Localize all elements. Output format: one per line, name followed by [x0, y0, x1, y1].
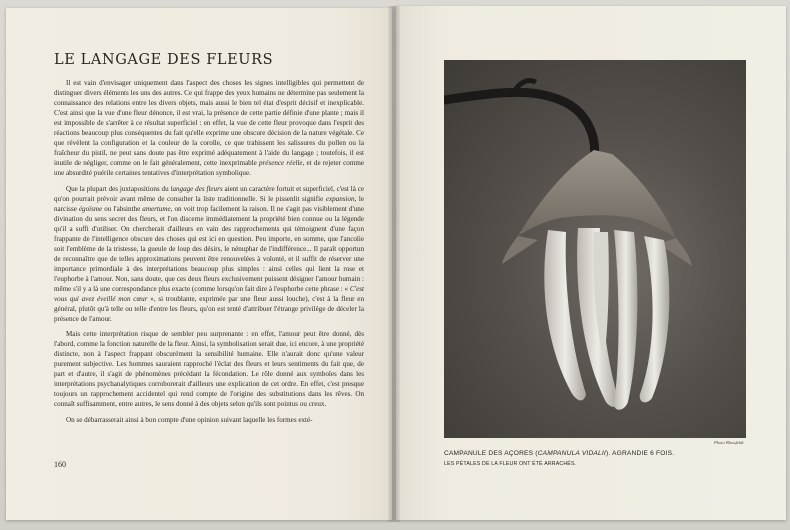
text-run: Il est vain d'envisager uniquement dans l'aspect des choses les signes intelligibles qui permettent de distinguer divers éléments les uns des autres. Ce qui frappe des yeux humains ne détermine pas seulement la connaissance des relations entre les divers objets, mais aussi le bien tel état d'esprit décisif et inexplicable. C'est ainsi que la vue d'une fleur dénonce, il est vrai, la présence de cette partie définie d'une plante ; mais il est impossible de s'arrêter à ce résultat superficiel : en effet, la vue de cette fleur provoque dans l'esprit des réactions beaucoup plus conséquentes du fait qu'elle exprime une obscure décision de la nature végétale. Ce que révèlent la configuration et la couleur de la corolle, ce que trahissent les salissures du pollen ou la fraîcheur du pistil, ne peut sans doute pas être exprimé adéquatement à l'aide du langage ; toutefois, il est inutile de négliger, comme on le fait généralement, cette inexprimable: [54, 79, 364, 167]
body-paragraph: [54, 415, 364, 425]
page-title: LE LANGAGE DES FLEURS: [54, 52, 274, 68]
photo-credit: Photo Blossfeldt: [714, 440, 744, 445]
flower-photograph: [444, 60, 746, 438]
body-paragraph: [54, 78, 364, 178]
text-run: , et de rejeter comme une absurdité puérile certaines tentatives d'interprétation symbolique.: [54, 159, 364, 177]
text-run: ou l'absinthe: [102, 204, 143, 213]
body-paragraph: [54, 329, 364, 409]
text-run: », si troublante, exprimée par une fleur aussi louche), c'est à la fleur en général, plutôt qu'à telle ou telle d'entre les fleurs, qu'on est tenté d'attribuer l'étrange privilège de déceler la présence de l'amour.: [54, 294, 365, 323]
text-run: aient un caractère fortuit et superficiel, c'est là ce qu'on pourrait prévoir avant même de consulter la liste traditionnelle. Si le pissenlit signifie: [54, 184, 365, 203]
text-run: , on voit trop facilement la raison. Il ne s'agit pas visiblement d'une divination du sens secret des fleurs, et l'on discerne immédiatement la propriété bien connue ou la légende qu'il a suffi d'utiliser. On chercherait d'ailleurs en vain des rapprochements qui témoignent d'une façon frappante de l'intelligence obscure des choses qui est ici en question. Peu importe, en somme, que l'ancolie soit l'emblème de la tristesse, la gueule de loup des désirs, le nénuphar de l'indifférence... Il paraît opportun de reconnaître que de telles approximations peuvent être renouvelées à volonté, et il suffit de réserver une importance primordiale à des interprétations beaucoup plus simples : ainsi celles qui lient la rose et l'euphorbe à l'amour. Non, sans doute, que ces deux fleurs exclusivement puissent désigner l'amour humain : même s'il y a là une correspondance plus exacte (comme lorsqu'on fait dire à l'euphorbe cette phrase : «: [54, 204, 365, 293]
book-gutter: [388, 6, 400, 522]
text-run: Mais cette interprétation risque de sembler peu surprenante : en effet, l'amour peut être donné, dès l'abord, comme la fonction naturelle de la fleur. Ainsi, la symbolisation serait due, ici encore, à une propriété distincte, non à l'aspect frappant obscurément la sensibilité humaine. Elle n'aurait donc qu'une valeur purement subjective. Les hommes sauraient rapproché l'éclat des fleurs et leurs sentiments du fait que, de part et d'autre, il s'agit de phénomènes précédant la fécondation. Le rôle donné aux symboles dans les interprétations psychanalytiques corroborerait d'ailleurs une explication de cet ordre. En effet, c'est presque toujours un rapprochement accidentel qui rend compte de l'origine des substitutions dans les rêves. On connaît suffisamment, entre autres, le sens donné à des objets selon qu'ils sont pointus ou creux.: [54, 330, 364, 408]
flower-illustration: [444, 60, 746, 438]
italic-phrase: égoïsme: [78, 204, 103, 213]
caption-text-after: ). AGRANDIE 6 FOIS.: [605, 450, 675, 457]
text-run: Que la plupart des juxtapositions du: [66, 184, 171, 193]
text-run: , le narcisse: [54, 194, 364, 213]
page-number: 160: [54, 460, 66, 469]
italic-phrase: C'est vous qui avez éveillé mon cœur: [54, 284, 364, 303]
italic-phrase: présence réelle: [259, 159, 303, 167]
body-paragraph: [54, 184, 364, 324]
photo-subcaption: LES PÉTALES DE LA FLEUR ONT ÉTÉ ARRACHÉS.: [444, 461, 577, 467]
caption-latin-name: CAMPANULA VIDALII: [537, 450, 606, 457]
text-run: On se débarrasserait ainsi à bon compte d'une opinion suivant laquelle les formes exté-: [66, 415, 313, 424]
photo-caption: [444, 450, 764, 457]
caption-text-before: CAMPANULE DES AÇORES (: [444, 450, 538, 457]
italic-phrase: langage des fleurs: [170, 184, 223, 193]
body-text: [54, 78, 364, 425]
italic-phrase: expansion: [325, 194, 355, 203]
italic-phrase: amertume: [142, 204, 171, 213]
